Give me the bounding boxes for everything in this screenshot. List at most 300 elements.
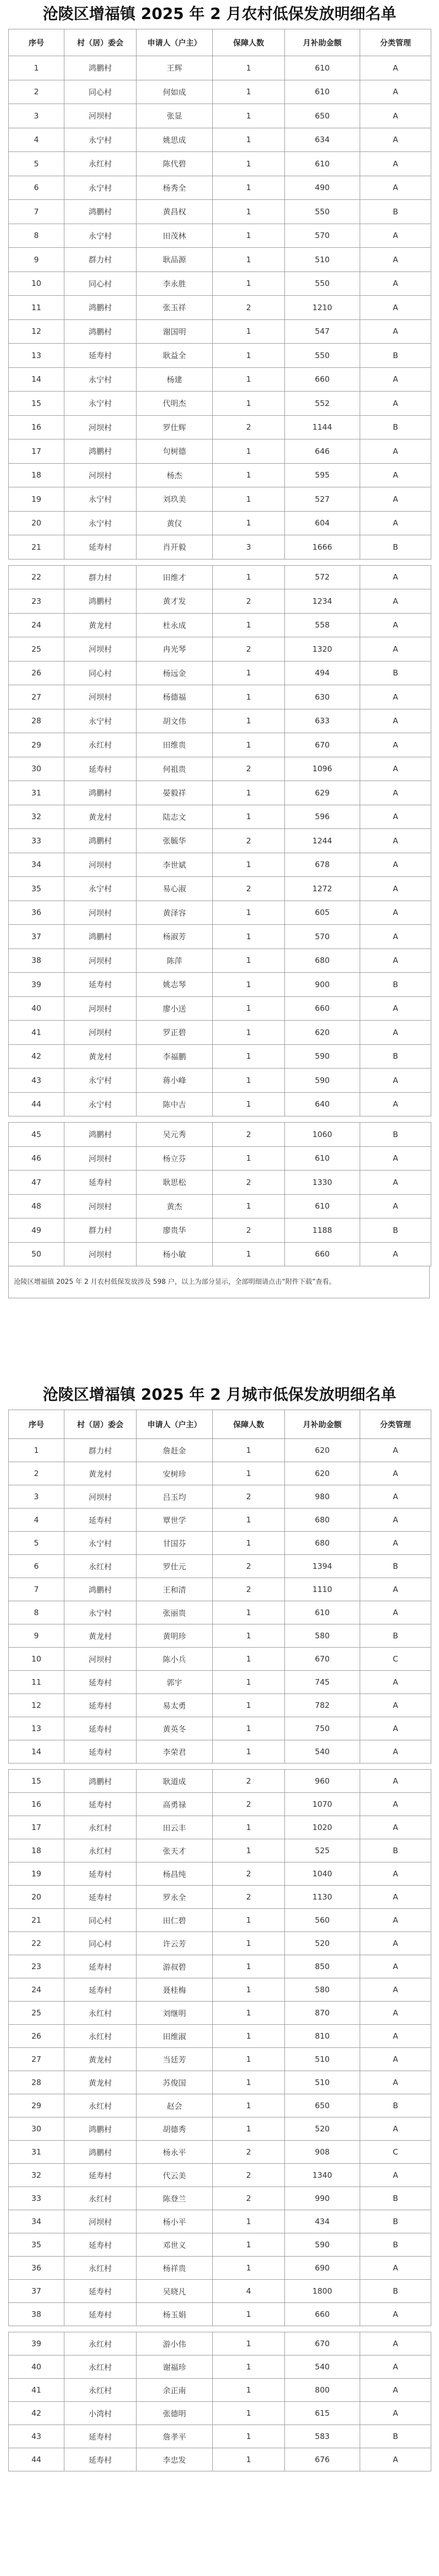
table-cell: A <box>360 733 431 757</box>
table-cell: 黄龙村 <box>64 2048 137 2071</box>
table-cell: 620 <box>285 1439 360 1462</box>
table-cell: 永红村 <box>64 1555 137 1578</box>
table-row <box>9 2025 431 2048</box>
table-cell: 黄英冬 <box>137 1717 213 1740</box>
table-cell: 胡文伟 <box>137 709 213 733</box>
table-cell: 永红村 <box>64 1816 137 1839</box>
table-cell: 河坝村 <box>64 1194 137 1218</box>
table-cell: 680 <box>285 1532 360 1555</box>
table-cell: 20 <box>9 511 64 535</box>
table-cell: 2 <box>213 296 285 320</box>
table-cell: 刘继明 <box>137 2002 213 2025</box>
table-cell: 8 <box>9 1601 64 1624</box>
table-cell: 赵会 <box>137 2094 213 2117</box>
table-cell: 1340 <box>285 2164 360 2187</box>
table-cell: 2 <box>213 1862 285 1886</box>
table-cell: 25 <box>9 2002 64 2025</box>
gap-cell <box>9 1116 431 1123</box>
table-row <box>9 176 431 200</box>
table-cell: 李荣君 <box>137 1740 213 1764</box>
table-cell: A <box>360 1069 431 1093</box>
table-row <box>9 1021 431 1045</box>
table-cell: 1 <box>213 1624 285 1648</box>
table-cell: 1 <box>213 367 285 392</box>
table-cell: 29 <box>9 733 64 757</box>
table-cell: 王辉 <box>137 56 213 80</box>
table-cell: 1 <box>213 272 285 296</box>
rural-header-row <box>9 29 431 56</box>
header-cell: 村（居）委会 <box>64 29 137 56</box>
table-cell: 张显 <box>137 104 213 128</box>
table-cell: 永红村 <box>64 2332 137 2355</box>
table-cell: A <box>360 1816 431 1839</box>
table-cell: 680 <box>285 948 360 973</box>
table-cell: 1 <box>213 2448 285 2471</box>
table-cell: A <box>360 511 431 535</box>
table-cell: 4 <box>213 2280 285 2303</box>
table-cell: A <box>360 925 431 949</box>
table-cell: 1 <box>213 1816 285 1839</box>
table-cell: 34 <box>9 2210 64 2233</box>
table-row <box>9 2164 431 2187</box>
table-cell: 550 <box>285 200 360 224</box>
table-cell: A <box>360 1717 431 1740</box>
table-cell: 30 <box>9 757 64 781</box>
table-cell: 何如成 <box>137 80 213 104</box>
table-cell: 570 <box>285 925 360 949</box>
table-cell: 永宁村 <box>64 1092 137 1116</box>
table-cell: 1210 <box>285 296 360 320</box>
table-cell: A <box>360 1485 431 1509</box>
table-cell: A <box>360 272 431 296</box>
table-cell: A <box>360 2448 431 2471</box>
table-cell: A <box>360 829 431 853</box>
table-cell: 660 <box>285 367 360 392</box>
table-cell: 22 <box>9 1932 64 1955</box>
table-cell: B <box>360 2094 431 2117</box>
table-cell: 2 <box>9 80 64 104</box>
table-cell: 永宁村 <box>64 224 137 248</box>
table-cell: B <box>360 1044 431 1069</box>
table-cell: 2 <box>213 829 285 853</box>
table-cell: 吴元秀 <box>137 1123 213 1147</box>
table-cell: A <box>360 1242 431 1266</box>
table-cell: A <box>360 613 431 637</box>
table-cell: 18 <box>9 463 64 487</box>
table-cell: 22 <box>9 565 64 589</box>
table-cell: 延寿村 <box>64 1694 137 1717</box>
table-cell: 2 <box>213 1555 285 1578</box>
table-cell: 810 <box>285 2025 360 2048</box>
table-row <box>9 733 431 757</box>
table-cell: 罗仕元 <box>137 1555 213 1578</box>
table-cell: 1 <box>213 2071 285 2094</box>
table-cell: 郭宇 <box>137 1671 213 1694</box>
table-cell: B <box>360 2425 431 2448</box>
table-cell: 527 <box>285 487 360 512</box>
table-cell: 1 <box>213 1671 285 1694</box>
table-cell: 易心淑 <box>137 877 213 901</box>
table-cell: 1 <box>9 56 64 80</box>
table-row <box>9 901 431 925</box>
table-cell: 800 <box>285 2379 360 2402</box>
table-cell: 田维才 <box>137 565 213 589</box>
table-cell: 4 <box>9 1509 64 1532</box>
table-cell: A <box>360 1601 431 1624</box>
table-cell: A <box>360 2355 431 2379</box>
table-cell: 河坝村 <box>64 948 137 973</box>
table-cell: 杨德福 <box>137 685 213 709</box>
table-cell: 黄龙村 <box>64 2071 137 2094</box>
table-cell: 耿道成 <box>137 1770 213 1793</box>
table-cell: 河坝村 <box>64 637 137 662</box>
table-cell: A <box>360 1194 431 1218</box>
table-cell: 李忠发 <box>137 2448 213 2471</box>
table-cell: 2 <box>213 1886 285 1909</box>
table-cell: 鸿鹏村 <box>64 925 137 949</box>
table-cell: A <box>360 1439 431 1462</box>
table-cell: 1 <box>9 1439 64 1462</box>
table-cell: 870 <box>285 2002 360 2025</box>
table-row <box>9 853 431 877</box>
table-cell: 张玉祥 <box>137 296 213 320</box>
table-cell: 1 <box>213 781 285 805</box>
table-cell: B <box>360 1624 431 1648</box>
table-cell: 邓世义 <box>137 2233 213 2257</box>
table-cell: 1 <box>213 487 285 512</box>
header-cell: 序号 <box>9 29 64 56</box>
table-cell: 晏毅祥 <box>137 781 213 805</box>
table-cell: A <box>360 176 431 200</box>
table-cell: A <box>360 1462 431 1485</box>
table-cell: 句树德 <box>137 439 213 464</box>
table-cell: 670 <box>285 733 360 757</box>
table-cell: 20 <box>9 1886 64 1909</box>
table-cell: 680 <box>285 1509 360 1532</box>
table-row <box>9 296 431 320</box>
table-cell: 540 <box>285 1740 360 1764</box>
table-cell: 2 <box>213 1218 285 1243</box>
table-cell: A <box>360 128 431 152</box>
table-cell: 6 <box>9 1555 64 1578</box>
table-cell: A <box>360 2257 431 2280</box>
table-cell: 960 <box>285 1770 360 1793</box>
table-cell: 鸿鹏村 <box>64 1123 137 1147</box>
table-cell: 鸿鹏村 <box>64 319 137 344</box>
table-cell: 2 <box>213 637 285 662</box>
table-cell: 杨远金 <box>137 661 213 685</box>
table-cell: A <box>360 589 431 614</box>
table-row <box>9 661 431 685</box>
table-cell: 1 <box>213 2303 285 2326</box>
table-cell: 永红村 <box>64 2187 137 2210</box>
table-row <box>9 685 431 709</box>
table-cell: 36 <box>9 2257 64 2280</box>
table-row <box>9 1694 431 1717</box>
table-cell: A <box>360 463 431 487</box>
table-cell: 1096 <box>285 757 360 781</box>
table-cell: 46 <box>9 1146 64 1171</box>
table-cell: A <box>360 2025 431 2048</box>
table-cell: 11 <box>9 1671 64 1694</box>
table-cell: 12 <box>9 319 64 344</box>
table-cell: 1 <box>213 1717 285 1740</box>
table-cell: 鸿鹏村 <box>64 589 137 614</box>
rural-table-body <box>9 56 431 1266</box>
table-cell: A <box>360 1146 431 1171</box>
table-cell: 1234 <box>285 589 360 614</box>
table-cell: 延寿村 <box>64 757 137 781</box>
table-cell: 1144 <box>285 415 360 439</box>
table-cell: 1320 <box>285 637 360 662</box>
table-cell: 30 <box>9 2117 64 2141</box>
table-cell: 河坝村 <box>64 685 137 709</box>
table-cell: 谢国明 <box>137 319 213 344</box>
table-row <box>9 1171 431 1195</box>
table-cell: A <box>360 2402 431 2425</box>
table-cell: 河坝村 <box>64 415 137 439</box>
table-row <box>9 2355 431 2379</box>
table-cell: 同心村 <box>64 80 137 104</box>
table-cell: 1 <box>213 1909 285 1932</box>
table-cell: A <box>360 781 431 805</box>
table-cell: 39 <box>9 973 64 997</box>
table-cell: A <box>360 1021 431 1045</box>
table-cell: 2 <box>9 1462 64 1485</box>
table-cell: 590 <box>285 2233 360 2257</box>
table-cell: 2 <box>213 1171 285 1195</box>
table-cell: A <box>360 1886 431 1909</box>
table-cell: 604 <box>285 511 360 535</box>
table-cell: A <box>360 709 431 733</box>
table-cell: 永宁村 <box>64 1069 137 1093</box>
table-row <box>9 2210 431 2233</box>
table-cell: 聂桂梅 <box>137 1978 213 2002</box>
table-cell: 鸿鹏村 <box>64 1770 137 1793</box>
table-cell: 2 <box>213 1793 285 1816</box>
table-cell: 黄昌权 <box>137 200 213 224</box>
table-row <box>9 1462 431 1485</box>
table-cell: 44 <box>9 1092 64 1116</box>
table-cell: 群力村 <box>64 565 137 589</box>
table-cell: 河坝村 <box>64 901 137 925</box>
urban-section <box>0 1381 439 2471</box>
table-cell: 延寿村 <box>64 1717 137 1740</box>
header-cell: 分类管理 <box>360 1410 431 1439</box>
table-cell: 河坝村 <box>64 1242 137 1266</box>
table-cell: 32 <box>9 2164 64 2187</box>
table-row <box>9 1146 431 1171</box>
table-cell: 1070 <box>285 1793 360 1816</box>
table-row <box>9 2448 431 2471</box>
table-row <box>9 1816 431 1839</box>
header-cell: 申请人（户主） <box>137 1410 213 1439</box>
table-cell: 14 <box>9 367 64 392</box>
table-cell: 28 <box>9 2071 64 2094</box>
table-cell: 王和清 <box>137 1578 213 1601</box>
table-cell: 610 <box>285 1601 360 1624</box>
table-cell: A <box>360 367 431 392</box>
table-cell: 660 <box>285 996 360 1021</box>
table-cell: 850 <box>285 1955 360 1978</box>
table-cell: 1 <box>213 152 285 176</box>
table-cell: A <box>360 1694 431 1717</box>
table-cell: 永红村 <box>64 2379 137 2402</box>
table-cell: 2 <box>213 1485 285 1509</box>
table-cell: 永红村 <box>64 2025 137 2048</box>
table-cell: 28 <box>9 709 64 733</box>
table-cell: A <box>360 996 431 1021</box>
table-cell: 590 <box>285 1044 360 1069</box>
table-cell: B <box>360 2187 431 2210</box>
table-cell: 558 <box>285 613 360 637</box>
table-cell: 650 <box>285 2094 360 2117</box>
table-cell: A <box>360 1793 431 1816</box>
table-cell: 1 <box>213 200 285 224</box>
table-cell: 610 <box>285 1146 360 1171</box>
table-cell: 5 <box>9 1532 64 1555</box>
table-cell: 易太勇 <box>137 1694 213 1717</box>
table-cell: 1 <box>213 733 285 757</box>
table-cell: 1 <box>213 901 285 925</box>
table-cell: 1 <box>213 1509 285 1532</box>
table-cell: 1130 <box>285 1886 360 1909</box>
table-cell: 620 <box>285 1462 360 1485</box>
table-cell: 9 <box>9 248 64 272</box>
table-cell: 同心村 <box>64 661 137 685</box>
table-cell: 605 <box>285 901 360 925</box>
table-cell: A <box>360 1932 431 1955</box>
table-cell: 3 <box>9 1485 64 1509</box>
table-cell: 1060 <box>285 1123 360 1147</box>
table-cell: C <box>360 2141 431 2164</box>
table-cell: A <box>360 1171 431 1195</box>
table-cell: 2 <box>213 1123 285 1147</box>
table-cell: 21 <box>9 535 64 560</box>
table-cell: 永宁村 <box>64 1601 137 1624</box>
table-cell: 杨建 <box>137 367 213 392</box>
table-cell: 代明杰 <box>137 392 213 416</box>
table-cell: 田云丰 <box>137 1816 213 1839</box>
table-cell: 49 <box>9 1218 64 1243</box>
table-row <box>9 781 431 805</box>
table-cell: 延寿村 <box>64 2280 137 2303</box>
table-cell: 1 <box>213 973 285 997</box>
table-cell: 1 <box>213 1932 285 1955</box>
table-cell: 572 <box>285 565 360 589</box>
table-cell: 550 <box>285 272 360 296</box>
table-cell: 永宁村 <box>64 128 137 152</box>
table-cell: 李福鹏 <box>137 1044 213 1069</box>
table-cell: 33 <box>9 829 64 853</box>
table-cell: A <box>360 2164 431 2187</box>
table-cell: 黄才发 <box>137 589 213 614</box>
table-cell: 陈中吉 <box>137 1092 213 1116</box>
table-cell: 鸿鹏村 <box>64 2117 137 2141</box>
table-cell: 陈代碧 <box>137 152 213 176</box>
table-row <box>9 511 431 535</box>
table-cell: 蒋小峰 <box>137 1069 213 1093</box>
table-cell: 延寿村 <box>64 1509 137 1532</box>
table-cell: 吴晓凡 <box>137 2280 213 2303</box>
table-cell: 罗仕辉 <box>137 415 213 439</box>
table-cell: 7 <box>9 200 64 224</box>
table-cell: 34 <box>9 853 64 877</box>
table-row <box>9 2280 431 2303</box>
table-row <box>9 2048 431 2071</box>
table-cell: 23 <box>9 589 64 614</box>
table-cell: 1 <box>213 2048 285 2071</box>
table-cell: A <box>360 2071 431 2094</box>
table-cell: 1 <box>213 176 285 200</box>
table-cell: 494 <box>285 661 360 685</box>
table-cell: 永红村 <box>64 2355 137 2379</box>
table-cell: 1040 <box>285 1862 360 1886</box>
table-cell: 37 <box>9 925 64 949</box>
table-cell: 1188 <box>285 1218 360 1243</box>
table-cell: A <box>360 1671 431 1694</box>
table-cell: 黄龙村 <box>64 1044 137 1069</box>
rural-table <box>8 29 431 1266</box>
table-cell: 李世斌 <box>137 853 213 877</box>
table-cell: 1 <box>213 948 285 973</box>
table-row <box>9 1886 431 1909</box>
table-row <box>9 344 431 368</box>
table-cell: A <box>360 2048 431 2071</box>
table-cell: 1 <box>213 1740 285 1764</box>
table-cell: 1 <box>213 925 285 949</box>
urban-header-row <box>9 1410 431 1439</box>
table-cell: 26 <box>9 661 64 685</box>
table-cell: 罗永全 <box>137 1886 213 1909</box>
table-row <box>9 2303 431 2326</box>
table-cell: 代云美 <box>137 2164 213 2187</box>
table-cell: 17 <box>9 439 64 464</box>
table-cell: 永宁村 <box>64 367 137 392</box>
table-row <box>9 996 431 1021</box>
table-cell: 2 <box>213 2141 285 2164</box>
table-cell: 580 <box>285 1624 360 1648</box>
table-cell: 延寿村 <box>64 1886 137 1909</box>
table-cell: 552 <box>285 392 360 416</box>
table-row <box>9 415 431 439</box>
table-cell: 延寿村 <box>64 2164 137 2187</box>
table-cell: 河坝村 <box>64 463 137 487</box>
table-cell: A <box>360 392 431 416</box>
table-cell: 延寿村 <box>64 535 137 560</box>
table-cell: A <box>360 877 431 901</box>
header-cell: 申请人（户主） <box>137 29 213 56</box>
table-cell: 1 <box>213 463 285 487</box>
table-cell: 900 <box>285 973 360 997</box>
table-cell: 2 <box>213 2164 285 2187</box>
table-cell: 田仁碧 <box>137 1909 213 1932</box>
table-cell: 苏俊国 <box>137 2071 213 2094</box>
table-cell: 永宁村 <box>64 709 137 733</box>
table-cell: 当廷芳 <box>137 2048 213 2071</box>
table-cell: 延寿村 <box>64 973 137 997</box>
table-cell: 29 <box>9 2094 64 2117</box>
table-cell: 陈萍 <box>137 948 213 973</box>
table-cell: 河坝村 <box>64 1021 137 1045</box>
table-cell: 耿思松 <box>137 1171 213 1195</box>
header-cell: 村（居）委会 <box>64 1410 137 1439</box>
table-cell: A <box>360 637 431 662</box>
table-cell: 620 <box>285 1021 360 1045</box>
table-row <box>9 1624 431 1648</box>
table-cell: 群力村 <box>64 248 137 272</box>
table-cell: 延寿村 <box>64 1978 137 2002</box>
